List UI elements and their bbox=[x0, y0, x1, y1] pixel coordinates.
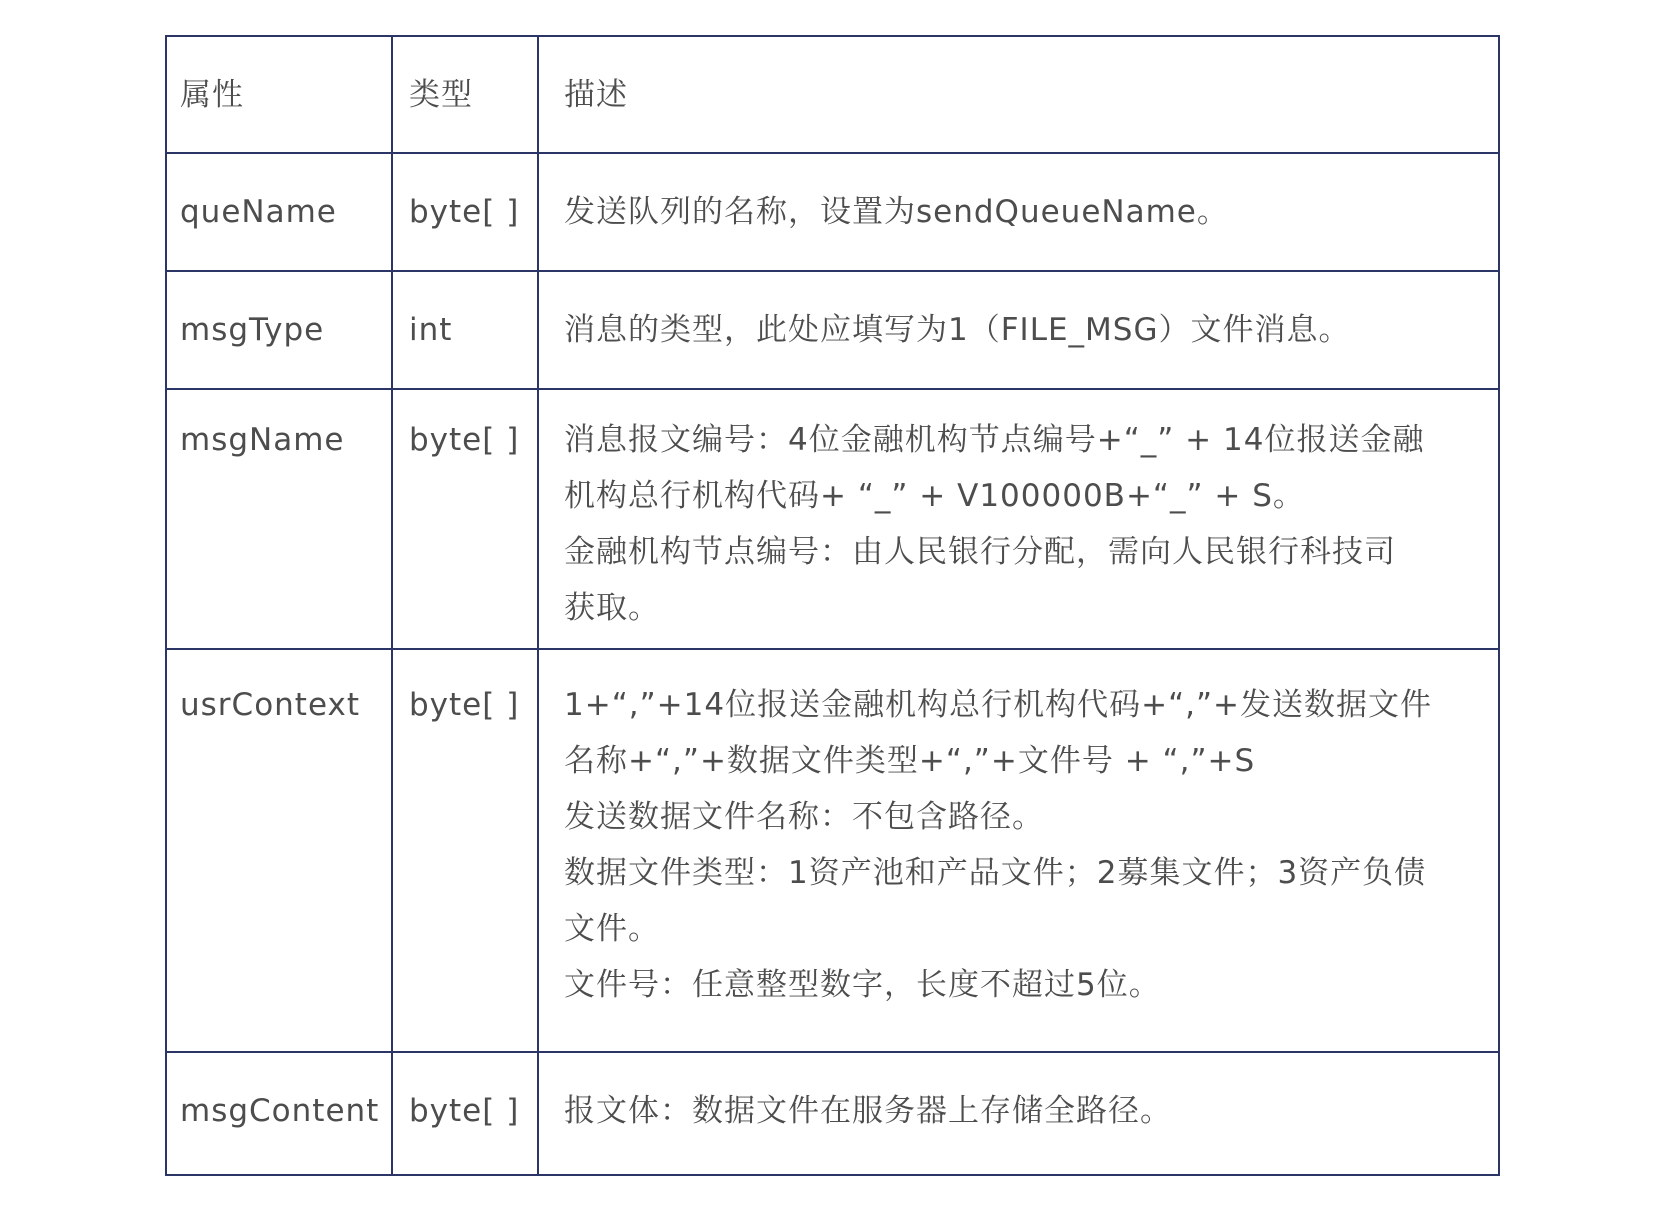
desc-line: 报文体：数据文件在服务器上存储全路径。 bbox=[564, 1093, 1172, 1129]
table-row bbox=[166, 389, 1499, 649]
attr-type: byte[ ] bbox=[409, 194, 520, 230]
attr-cell bbox=[166, 153, 392, 271]
attr-name: queName bbox=[180, 194, 337, 230]
table-row bbox=[166, 1052, 1499, 1175]
table-header-row bbox=[166, 36, 1499, 153]
desc-line: 金融机构节点编号：由人民银行分配，需向人民银行科技司 bbox=[564, 534, 1396, 570]
desc-line: 名称+“,”+数据文件类型+“,”+文件号 + “,”+S bbox=[564, 743, 1256, 779]
desc-line: 消息的类型，此处应填写为1（FILE_MSG）文件消息。 bbox=[564, 312, 1351, 348]
header-cell-desc bbox=[538, 36, 1499, 153]
attr-type: int bbox=[409, 312, 453, 348]
attr-cell bbox=[166, 1052, 392, 1175]
type-cell bbox=[392, 1052, 538, 1175]
table-row bbox=[166, 271, 1499, 389]
desc-line: 数据文件类型：1资产池和产品文件；2募集文件；3资产负债 bbox=[564, 855, 1427, 891]
attr-cell bbox=[166, 271, 392, 389]
desc-line: 1+“,”+14位报送金融机构总行机构代码+“,”+发送数据文件 bbox=[564, 687, 1433, 723]
desc-cell bbox=[538, 1052, 1499, 1175]
desc-line: 机构总行机构代码+ “_” + V100000B+“_” + S。 bbox=[564, 478, 1305, 514]
desc-line: 消息报文编号：4位金融机构节点编号+“_” + 14位报送金融 bbox=[564, 422, 1425, 458]
attr-cell bbox=[166, 649, 392, 1052]
field-table bbox=[165, 35, 1500, 1176]
desc-cell bbox=[538, 271, 1499, 389]
table-row bbox=[166, 649, 1499, 1052]
desc-cell bbox=[538, 389, 1499, 649]
attr-type: byte[ ] bbox=[409, 687, 520, 723]
desc-line: 文件号：任意整型数字，长度不超过5位。 bbox=[564, 967, 1161, 1003]
attr-type: byte[ ] bbox=[409, 1093, 520, 1129]
type-cell bbox=[392, 389, 538, 649]
table-row bbox=[166, 153, 1499, 271]
attr-cell bbox=[166, 389, 392, 649]
desc-cell bbox=[538, 153, 1499, 271]
type-cell bbox=[392, 271, 538, 389]
header-desc-label: 描述 bbox=[564, 77, 628, 113]
header-type-label: 类型 bbox=[409, 77, 473, 113]
desc-line: 文件。 bbox=[564, 911, 660, 947]
header-cell-attr bbox=[166, 36, 392, 153]
desc-line: 获取。 bbox=[564, 590, 660, 626]
desc-line: 发送数据文件名称：不包含路径。 bbox=[564, 799, 1044, 835]
header-cell-type bbox=[392, 36, 538, 153]
type-cell bbox=[392, 153, 538, 271]
attr-name: msgName bbox=[180, 422, 345, 458]
header-attr-label: 属性 bbox=[180, 77, 244, 113]
desc-cell bbox=[538, 649, 1499, 1052]
attr-name: msgType bbox=[180, 312, 325, 348]
attr-name: usrContext bbox=[180, 687, 360, 723]
attr-type: byte[ ] bbox=[409, 422, 520, 458]
type-cell bbox=[392, 649, 538, 1052]
desc-line: 发送队列的名称，设置为sendQueueName。 bbox=[564, 194, 1229, 230]
attr-name: msgContent bbox=[180, 1093, 380, 1129]
